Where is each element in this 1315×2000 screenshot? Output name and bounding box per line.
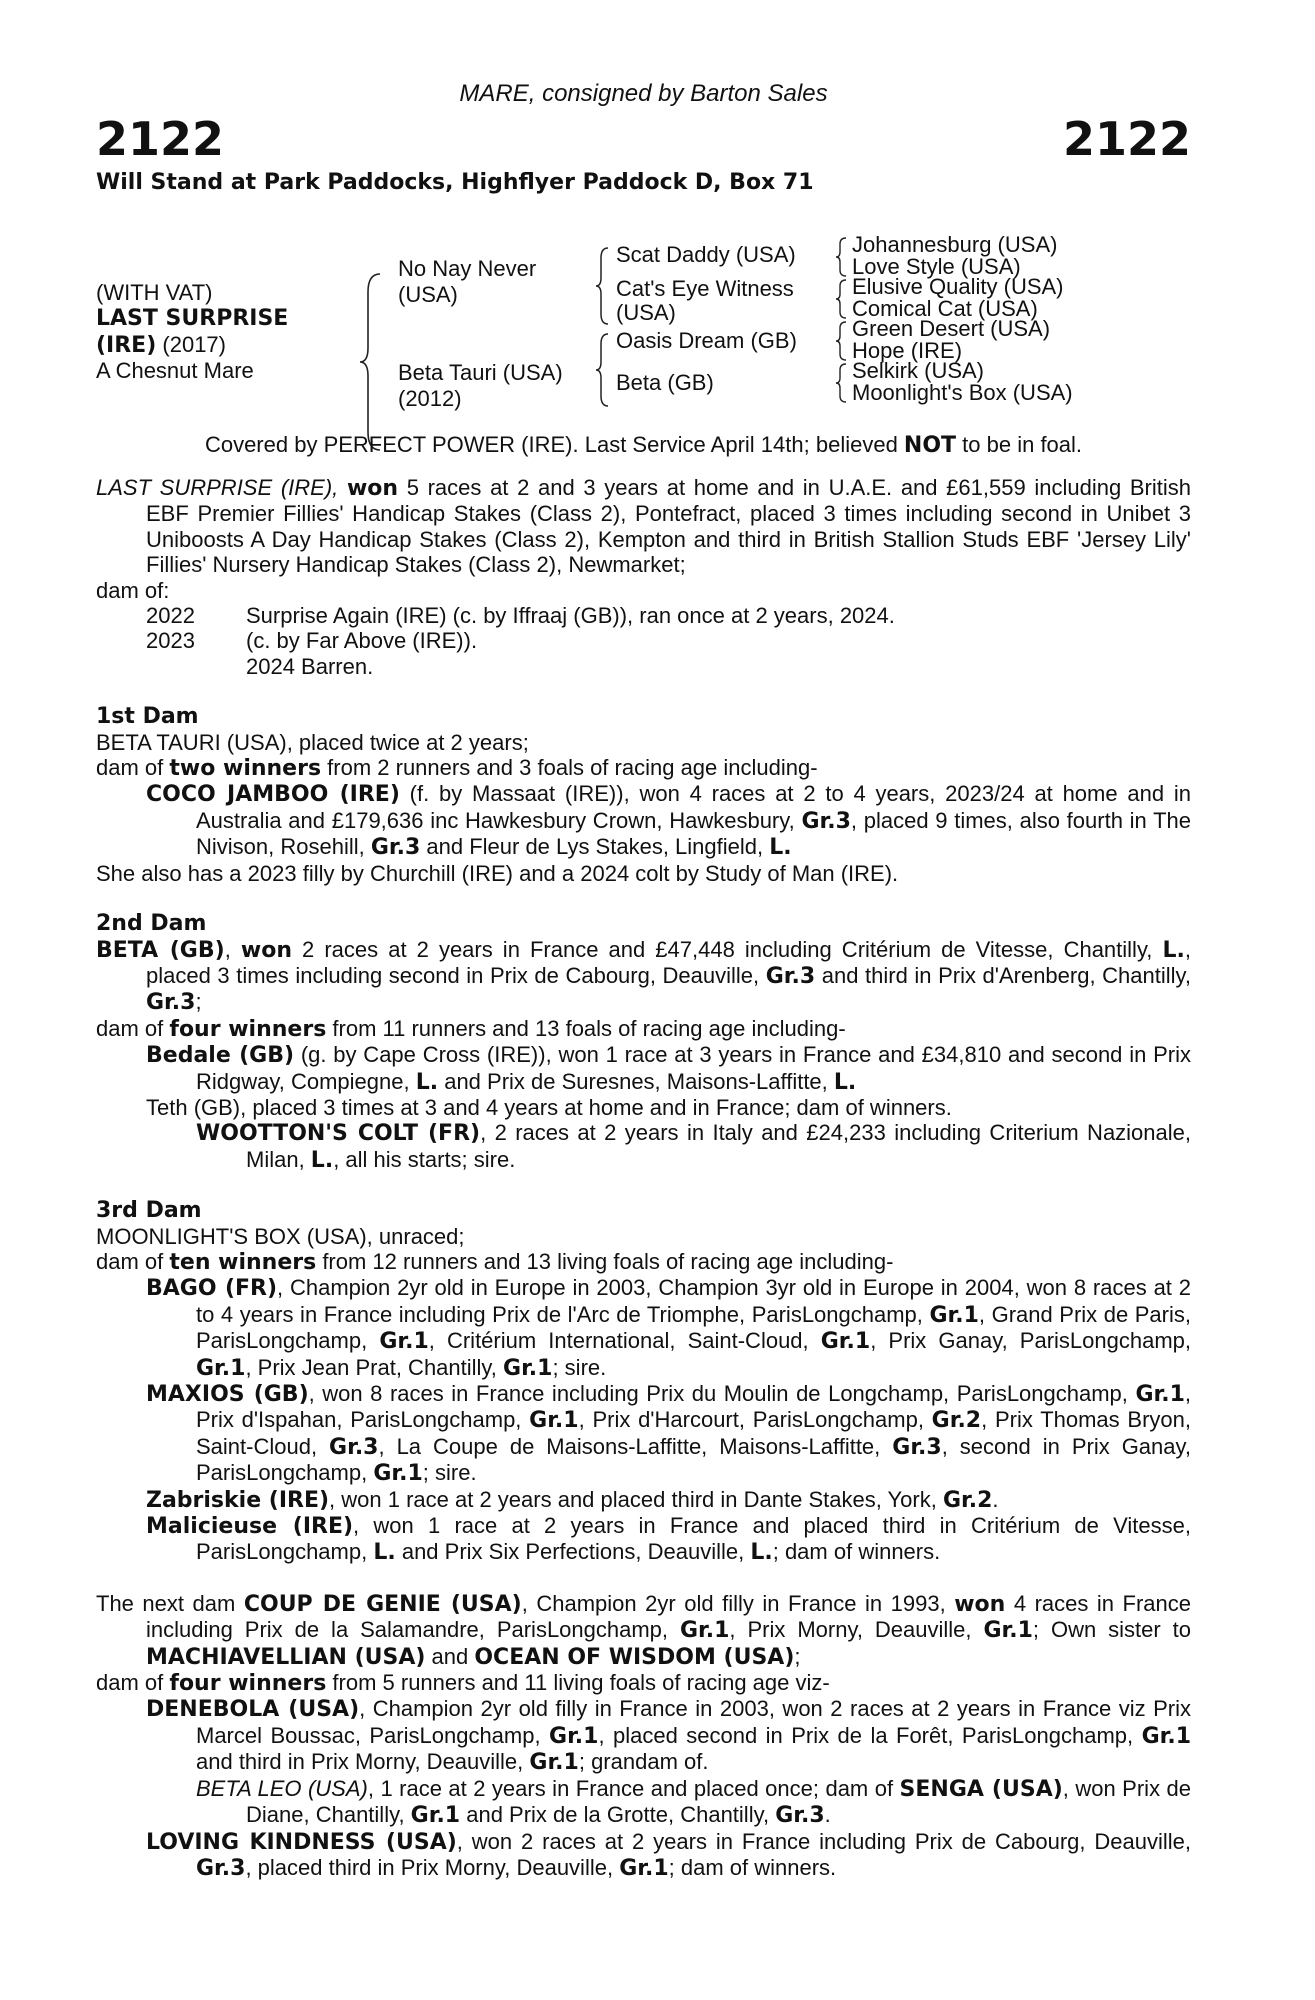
sire-dam-line2: (USA) [616, 300, 676, 325]
sds: Elusive Quality (USA) [852, 274, 1064, 299]
consignor-subtitle: MARE, consigned by Barton Sales [459, 80, 828, 107]
beta-entry: BETA (GB), won 2 races at 2 years in France and £47,448 including Critérium de Vitesse, Chantilly, L., placed 3 times including second in Prix de Cabourg, Deauville, Gr.3 and third in Prix d'Arenberg, Chantilly, Gr.3; [96, 936, 1192, 1016]
catalogue-body [96, 475, 1191, 1881]
produce-row: 2022 Surprise Again (IRE) (c. by Iffraaj (GB)), ran once at 2 years, 2024. [146, 603, 895, 629]
sire-sire: Scat Daddy (USA) [616, 242, 796, 267]
brace-icon [834, 236, 850, 278]
bedale-entry: Bedale (GB) (g. by Cape Cross (IRE)), won 1 race at 3 years in France and £34,810 and second in Prix Ridgway, Compiegne, L. and Prix de Suresnes, Maisons-Laffitte, L. [146, 1042, 1192, 1095]
brace-icon [594, 246, 612, 326]
mare-record: LAST SURPRISE (IRE), won 5 races at 2 and 3 years at home and in U.A.E. and £61,559 including British EBF Premier Fillies' Handicap Stakes (Class 2), Pontefract, placed 3 times including second in Unibet 3 Uniboosts A Day Handicap Stakes (Class 2), Kempton and third in British Stallion Studs EBF 'Jersey Lily' Fillies' Nursery Handicap Stakes (Class 2), Newmarket; [96, 475, 1192, 578]
produce-row: 2024 Barren. [246, 653, 374, 679]
bago-entry: BAGO (FR), Champion 2yr old in Europe in 2003, Champion 3yr old in Europe in 2004, won 8 races at 2 to 4 years in France including Prix de l'Arc de Triomphe, ParisLongchamp, Gr.1, Grand Prix de Paris, ParisLongchamp, Gr.1, Critérium International, Saint-Cloud, Gr.1, Prix Ganay, ParisLongchamp, Gr.1, Prix Jean Prat, Chantilly, Gr.1; sire. [146, 1275, 1191, 1381]
horse-country-year: (IRE) (2017) [96, 332, 226, 358]
stand-location: Will Stand at Park Paddocks, Highflyer Paddock D, Box 71 [96, 170, 814, 195]
dss: Green Desert (USA) [852, 316, 1051, 341]
dds: Selkirk (USA) [852, 358, 985, 383]
vat-label: (WITH VAT) [96, 280, 213, 305]
dam-year: (2012) [398, 386, 462, 411]
ssd: Love Style (USA) [852, 254, 1021, 279]
woottons-colt-entry: WOOTTON'S COLT (FR), 2 races at 2 years in Italy and £24,233 including Criterium Nazionale, Milan, L., all his starts; sire. [196, 1120, 1192, 1173]
third-dam-heading: 3rd Dam [96, 1198, 202, 1224]
second-dam-heading: 2nd Dam [96, 911, 207, 937]
third-dam-line: MOONLIGHT'S BOX (USA), unraced; [96, 1223, 465, 1249]
sss: Johannesburg (USA) [852, 232, 1058, 257]
produce-row: 2023 (c. by Far Above (IRE)). [146, 628, 478, 654]
maxios-entry: MAXIOS (GB), won 8 races in France including Prix du Moulin de Longchamp, ParisLongchamp, Gr.1, Prix d'Ispahan, ParisLongchamp, Gr.1, Prix d'Harcourt, ParisLongchamp, Gr.2, Prix Thomas Bryon, Saint-Cloud, Gr.3, La Coupe de Maisons-Laffitte, Maisons-Laffitte, Gr.3, second in Prix Ganay, ParisLongchamp, Gr.1; sire. [146, 1381, 1192, 1487]
brace-icon [834, 320, 850, 362]
ddd: Moonlight's Box (USA) [852, 380, 1073, 405]
first-dam-produce: dam of two winners from 2 runners and 3 foals of racing age including- [96, 755, 818, 782]
sire-dam-line1: Cat's Eye Witness [616, 276, 794, 301]
lot-number-left: 2122 [96, 112, 225, 166]
horse-name: LAST SURPRISE [96, 306, 289, 331]
brace-icon [834, 278, 850, 320]
dam-of-label: dam of: [96, 577, 170, 603]
first-dam-line: BETA TAURI (USA), placed twice at 2 years; [96, 729, 529, 755]
covered-line: Covered by PERFECT POWER (IRE). Last Service April 14th; believed NOT to be in foal. [204, 432, 1083, 458]
sdd: Comical Cat (USA) [852, 296, 1038, 321]
next-dam-entry: The next dam COUP DE GENIE (USA), Champion 2yr old filly in France in 1993, won 4 races in France including Prix de la Salamandre, ParisLongchamp, Gr.1, Prix Morny, Deauville, Gr.1; Own sister to MACHIAVELLIAN (USA) and OCEAN OF WISDOM (USA); [96, 1590, 1192, 1670]
beta-leo-entry: BETA LEO (USA), 1 race at 2 years in France and placed once; dam of SENGA (USA), won Prix de Diane, Chantilly, Gr.1 and Prix de la Grotte, Chantilly, Gr.3. [196, 1775, 1192, 1829]
also-has-line: She also has a 2023 filly by Churchill (IRE) and a 2024 colt by Study of Man (IRE). [96, 860, 899, 886]
loving-kindness-entry: LOVING KINDNESS (USA), won 2 races at 2 years in France including Prix de Cabourg, Deauville, Gr.3, placed third in Prix Morny, Deauville, Gr.1; dam of winners. [146, 1828, 1191, 1881]
dsd: Hope (IRE) [852, 338, 963, 363]
brace-icon [358, 272, 388, 452]
third-dam-produce: dam of ten winners from 12 runners and 13 living foals of racing age including- [96, 1248, 894, 1275]
sire-name: No Nay Never [398, 256, 537, 281]
teth-entry: Teth (GB), placed 3 times at 3 and 4 years at home and in France; dam of winners. [146, 1094, 952, 1120]
next-dam-produce: dam of four winners from 5 runners and 11 living foals of racing age viz- [96, 1670, 830, 1697]
brace-icon [594, 332, 612, 408]
first-dam-heading: 1st Dam [96, 704, 199, 730]
coco-jamboo-entry: COCO JAMBOO (IRE) (f. by Massaat (IRE)), won 4 races at 2 to 4 years, 2023/24 at home and in Australia and £179,636 inc Hawkesbury Crown, Hawkesbury, Gr.3, placed 9 times, also fourth in The Nivison, Rosehill, Gr.3 and Fleur de Lys Stakes, Lingfield, L. [146, 781, 1192, 861]
horse-description: A Chesnut Mare [96, 358, 254, 383]
dam-dam: Beta (GB) [616, 370, 714, 395]
dam-sire: Oasis Dream (GB) [616, 328, 797, 353]
brace-icon [834, 362, 850, 404]
malicieuse-entry: Malicieuse (IRE), won 1 race at 2 years in France and placed third in Critérium de Vitesse, ParisLongchamp, L. and Prix Six Perfections, Deauville, L.; dam of winners. [146, 1513, 1191, 1566]
dam-name: Beta Tauri (USA) [398, 360, 563, 385]
zabriskie-entry: Zabriskie (IRE), won 1 race at 2 years and placed third in Dante Stakes, York, Gr.2. [146, 1486, 999, 1513]
sire-country: (USA) [398, 282, 458, 307]
second-dam-produce: dam of four winners from 11 runners and 13 foals of racing age including- [96, 1015, 846, 1042]
denebola-entry: DENEBOLA (USA), Champion 2yr old filly in France in 2003, won 2 races at 2 years in France viz Prix Marcel Boussac, ParisLongchamp, Gr.1, placed second in Prix de la Forêt, ParisLongchamp, Gr.1 and third in Prix Morny, Deauville, Gr.1; grandam of. [146, 1696, 1191, 1776]
lot-number-right: 2122 [1062, 112, 1191, 166]
